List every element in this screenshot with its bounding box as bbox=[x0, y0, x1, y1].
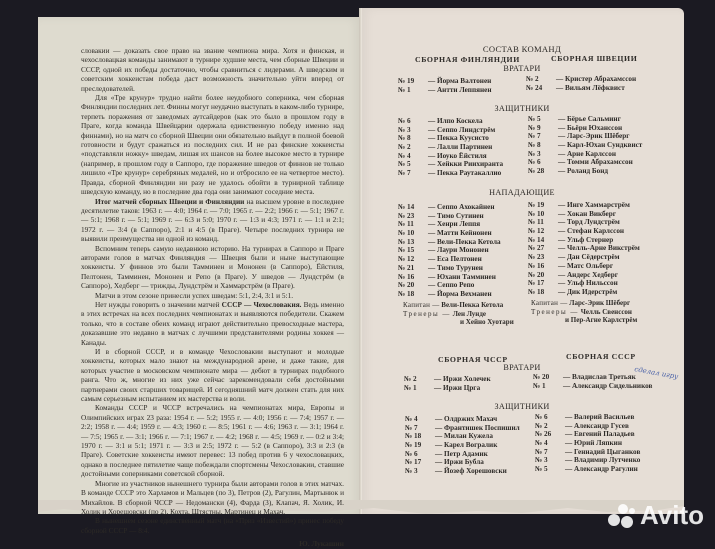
sweden-goalies: № 2 — Кристер Абрахамссон № 24 — Вильям Лёфквист bbox=[526, 75, 637, 92]
finland-forwards: № 14 — Сеппо Ахокайнен № 23 — Тимо Сутинен № 11 — Хенри Леппя № 10 — Матти Кейнонен № 13 — Вели-Пекка Кетола № 15 — Лаури Мононен № 12 — Еса Пелтонен № 21 — Тимо Турунен № 16 — Юхани Тамминен № 20 — Сеппо Репо № 18 — Йорма Вехманен bbox=[398, 203, 501, 298]
defense-heading: ЗАЩИТНИКИ bbox=[494, 104, 550, 113]
bold-lead: Итог матчей сборных Швеции и Финляндии bbox=[95, 196, 245, 206]
ussr-goalies: № 20 — Владислав Третьяк № 1 — Александр Сидельников bbox=[533, 373, 653, 390]
handwritten-note: сделал игру bbox=[633, 365, 679, 381]
finland-coaches: Тренеры — Лен Лунде и Хейно Хуотари bbox=[403, 310, 514, 327]
sweden-coaches: Тренеры — Челль Свенссон и Пер-Агне Карлстрём bbox=[531, 308, 638, 325]
finland-defense: № 6 — Илпо Коскела № 3 — Сеппо Линдстрём № 8 — Пекка Куусисто № 2 — Лалли Партинен № 4 — Иоуко Ёйстиля № 5 — Хейкки Риихиранта № 7 — Пекка Раутакаллио bbox=[398, 117, 504, 178]
paragraph: Итог матчей сборных Швеции и Финляндии на высшем уровне в последнее десятилетие таков: 1963 г. — 4:0; 1964 г. — 7:0; 1965 г. — 2:2; 1966 г. — 5:1; 1967 г. — 5:1; 1968 г. — 5:1; 1969 г. — 6:3 и 5:0; 1970 г. — 1:3 и 4:3; 1971 г. — 1:1 и 2:1; 1972 г. — 3:4 (в Саппоро), 2:1 и 4:5 (в Праге). Четыре последних турнира не выявили преимущества ни одной из команд. bbox=[81, 196, 344, 244]
bold-lead: СССР — Чехословакия. bbox=[221, 299, 302, 309]
goalies-heading-2: ВРАТАРИ bbox=[503, 363, 541, 372]
avito-watermark bbox=[608, 500, 704, 531]
article-text bbox=[81, 46, 344, 549]
ussr-defense: № 6 — Валерий Васильев № 2 — Александр Гусев № 26 — Евгений Паладьев № 4 — Юрий Ляпкин № 7 — Геннадий Цыганков № 3 — Владимир Лутченко № 5 — Александр Рагулин bbox=[535, 413, 641, 474]
paragraph: В нынешнем сезоне единственный матч (на «Приз «Известий») принес победу сборной СССР — 8:4. bbox=[81, 516, 344, 535]
team-heading-finland: СБОРНАЯ ФИНЛЯНДИИ bbox=[415, 55, 520, 64]
author-signature: Ю. Лукашин bbox=[299, 539, 344, 549]
paragraph: Многие из участников нынешнего турнира были авторами голов в этих матчах. В команде СССР это Харламов и Мальцев (по 3), Петров (2), Рагулин, Мартынюк и Михайлов. В сборной ЧССР — Недомански (4), Фарда (3), Клапач, Я. Холик, И. Холик и Хорешовски (по 2), Кохта, Штястны, Мартинец и Махач. bbox=[81, 478, 344, 516]
defense-heading-2: ЗАЩИТНИКИ bbox=[494, 402, 550, 411]
team-heading-sweden: СБОРНАЯ ШВЕЦИИ bbox=[551, 54, 638, 63]
forwards-heading: НАПАДАЮЩИЕ bbox=[489, 188, 555, 197]
paragraph: Команды СССР и ЧССР встречались на чемпионатах мира, Европы и Олимпийских играх 23 раза: 1954 г. — 5:2; 1955 г. — 4:0; 1956 г. — 7:4; 1957 г. — 2:2; 1958 г. — 4:4; 1959 г. — 4:3; 1960 г. — 8:5; 1961 г. — 4:6; 1963 г. — 3:1; 1964 г. — 7:5; 1965 г. — 3:1; 1966 г. — 7:1; 1967 г. — 4:2; 1968 г. — 4:5; 1969 г. — 0:2 и 3:4; 1970 г. — 3:1 и 5:1; 1971 г. — 3:3 и 2:5; 1972 г. — 5:2 (в Саппоро), 3:3 и 2:3 (в Праге). Советские хоккеисты имеют перевес: 13 побед против 6 у чехословацких, однако в последнее пятилетие чаще побеждали спортсмены Чехословакии, ставшие достойными соперниками советской сборной. bbox=[81, 403, 344, 479]
finland-captain: Капитан — Вели-Пекка Кетола bbox=[403, 301, 504, 309]
avito-wordmark: Avito bbox=[640, 500, 705, 530]
czechoslovakia-goalies: № 2 — Иржи Холечек № 1 — Иржи Црга bbox=[404, 375, 491, 392]
avito-logo-icon bbox=[608, 504, 636, 528]
paragraph: словакии — доказать свое право на звание чемпиона мира. Хотя и финская, и чехословацкая команды занимают в турнире худшие места, чем сборные Швеции и СССР, одной их победы достаточно, чтобы сравниться с лидерами. А шведским и советским хоккеистам победа даст возможность значительно уйти вперед от преследователей. bbox=[81, 46, 344, 93]
team-heading-ussr: СБОРНАЯ СССР bbox=[566, 352, 636, 361]
page-fold bbox=[359, 8, 362, 514]
paragraph: Нет нужды говорить о значении матчей СССР — Чехословакия. Ведь именно в этих встречах на всех последних чемпионатах и выявляются победители. Скажем только, что в составе обеих команд играют действительно превосходные мастера, доказавшие это недавно в матчах с лучшими представителями родины хоккея — Канады. bbox=[81, 299, 344, 347]
roster-title: СОСТАВ КОМАНД bbox=[482, 44, 562, 54]
czechoslovakia-defense: № 4 — Олдржих Махач № 7 — Франтишек Поспишил № 18 — Милан Кужела № 19 — Карел Вогралик № 6 — Петр Адамик № 17 — Иржи Бубла № 3 — Йозеф Хорешовски bbox=[405, 415, 520, 476]
finland-goalies: № 19 — Йорма Валтонен № 1 — Антти Леппянен bbox=[398, 77, 492, 94]
sweden-defense: № 5 — Бёрье Сальминг № 9 — Бьёрн Юханссон № 7 — Ларс-Эрик Шёберг № 8 — Карл-Юхан Сундквист № 3 — Арне Карлссон № 6 — Томми Абрахамссон № 28 — Роланд Бонд bbox=[528, 115, 643, 176]
paragraph: Для «Тре крунур» трудно найти более неудобного соперника, чем сборная Финляндии последних лет. Финны могут неудачно выступать в каком-либо турнире, терпеть поражения от заведомых аутсайдеров (как это было в прошлом году в Праге, когда команда Швейцарии одержала единственную победу именно над финнами), но на матч со сборной Швеции они обязательно выйдут в полной боевой готовности и будут сражаться из последних сил. И не раз финские хоккеисты «подставляли ножку» шведам, лишая их шансов на более высокое место в турнире (например, в прошлом году в Саппоро, где поражение шведов от финнов не только лишило «Тре крунур» серебряных медалей, но и отбросило ее на четвертое место). Правда, сборной Финляндии ни разу не удалось обойти в турнирной таблице шведскую команду, но в последние два года они занимают соседние места. bbox=[81, 93, 344, 197]
paragraph: Вспомним теперь самую недавнюю историю. На турнирах в Саппоро и Праге авторами голов в матчах Финляндия — Швеция были и ныне выступающие хоккеисты. У финнов это были Тамминен и Мононен (в Саппоро), Ёйстиля, Пелтонен, Тамминен, Мононен и Репо (в Праге). У шведов — Лундстрём (в Саппоро), Хедберг — трижды, Лундстрём и Хаммарстрём (в Праге). bbox=[81, 243, 344, 291]
sweden-captain: Капитан — Ларс-Эрик Шёберг bbox=[531, 299, 631, 307]
goalies-heading: ВРАТАРИ bbox=[503, 64, 541, 73]
team-heading-czechoslovakia: СБОРНАЯ ЧССР bbox=[438, 355, 508, 364]
paragraph: Матчи в этом сезоне принесли успех шведам: 5:1, 2:4, 3:1 и 5:1. bbox=[95, 290, 294, 300]
sweden-forwards: № 19 — Инге Хаммарстрём № 10 — Хокан Викберг № 11 — Торд Лундстрём № 12 — Стефан Карлссон № 14 — Ульф Стернер № 27 — Челль-Арне Викстрём № 23 — Дан Сёдерстрём № 16 — Матс Ольберг № 20 — Андерс Хедберг № 17 — Ульф Нильссон № 18 — Дик Идерстрём bbox=[528, 201, 640, 296]
paragraph: И в сборной СССР, и в команде Чехословакии выступают и молодые хоккеисты, которых мало знают на международной арене, и даже такие, для которых участие в московском чемпионате мира — дебют в турнирах подобного ранга. Что ж, многие из них уже сейчас зарекомендовали себя достойными партнерами своих старших товарищей. И сегодняшний матч должен стать для них самым серьезным испытанием их мастерства и воли. bbox=[81, 347, 344, 404]
